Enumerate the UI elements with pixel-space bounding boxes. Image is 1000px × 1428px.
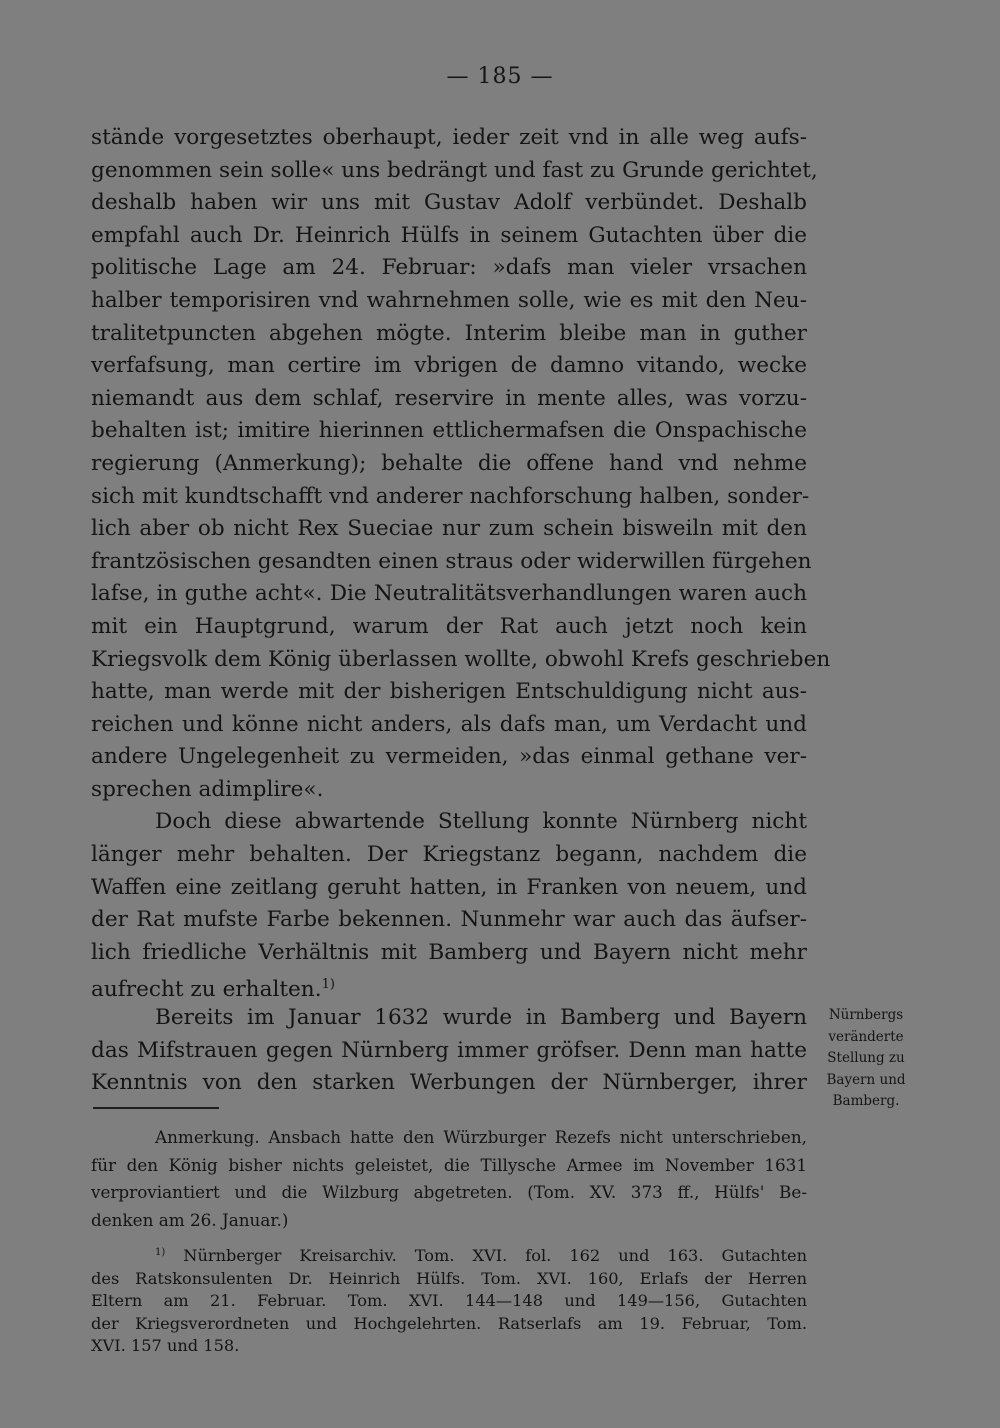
marginal-note-line: Bayern und: [826, 1071, 906, 1088]
text-line: halber temporisiren vnd wahrnehmen solle, wie es mit den Neu-: [91, 287, 807, 313]
text-line: lich aber ob nicht Rex Sueciae nur zum schein bisweiln mit den: [91, 516, 807, 542]
text-line: deshalb haben wir uns mit Gustav Adolf verbündet. Deshalb: [91, 190, 807, 216]
text-line: Bereits im Januar 1632 wurde in Bamberg und Bayern: [155, 1005, 807, 1031]
marginal-note-line: Nürnbergs: [828, 1007, 904, 1023]
text-line: länger mehr behalten. Der Kriegstanz begann, nachdem die: [91, 842, 807, 868]
footnote-reference[interactable]: 1): [321, 977, 335, 993]
text-line: Kriegsvolk dem König überlassen wollte, obwohl Krefs geschrieben: [91, 646, 831, 672]
text-line: hatte, man werde mit der bisherigen Entschuldigung nicht aus-: [91, 679, 807, 705]
marginal-note: [818, 1005, 914, 1113]
text-line: Waffen eine zeitlang geruht hatten, in Franken von neuem, und: [91, 874, 807, 900]
annotation-line: denken am 26. Januar.): [91, 1209, 289, 1230]
text-line: lich friedliche Verhältnis mit Bamberg und Bayern nicht mehr: [91, 939, 807, 965]
text-line: empfahl auch Dr. Heinrich Hülfs in seinem Gutachten über die: [91, 222, 807, 248]
annotation-line: verproviantiert und die Wilzburg abgetreten. (Tom. XV. 373 ff., Hülfs' Be-: [91, 1182, 807, 1202]
text-line: reichen und könne nicht anders, als dafs man, um Verdacht und: [91, 711, 807, 737]
text-line: andere Ungelegenheit zu vermeiden, »das einmal gethane ver-: [91, 744, 807, 770]
annotation-line: Anmerkung. Ansbach hatte den Würzburger Rezefs nicht unterschrieben,: [155, 1127, 807, 1147]
page-number: — 185 —: [446, 64, 554, 89]
main-text: [91, 122, 831, 1100]
text-line: niemandt aus dem schlaf, reservire in mente alles, was vorzu-: [91, 385, 807, 411]
text-line: mit ein Hauptgrund, warum der Rat auch jetzt noch kein: [91, 613, 807, 639]
text-line: genommen sein solle« uns bedrängt und fast zu Grunde gerichtet,: [91, 157, 818, 183]
footnote-line: Eltern am 21. Februar. Tom. XVI. 144—148 und 149—156, Gutachten: [91, 1291, 807, 1311]
text-line: stände vorgesetztes oberhaupt, ieder zeit vnd in alle weg aufs-: [91, 125, 807, 150]
footnote: [91, 1242, 807, 1358]
text-line-content: aufrecht zu erhalten.: [91, 977, 322, 1003]
text-line: sich mit kundtschafft vnd anderer nachforschung halben, sonder-: [91, 483, 810, 509]
footnote-separator-rule: [93, 1107, 219, 1109]
text-line: sprechen adimplire«.: [91, 776, 324, 802]
text-line: politische Lage am 24. Februar: »dafs man vieler vrsachen: [91, 255, 807, 281]
annotation-note: [91, 1124, 807, 1234]
text-line: behalten ist; imitire hierinnen ettlichermafsen die Onspachische: [91, 418, 807, 444]
footnote-line-with-marker: [91, 1242, 807, 1268]
text-line: lafse, in guthe acht«. Die Neutralitätsverhandlungen waren auch: [91, 581, 807, 607]
marginal-note-line: Bamberg.: [832, 1093, 900, 1109]
text-line: frantzösischen gesandten einen straus oder widerwillen fürgehen: [91, 548, 812, 574]
text-line: verfafsung, man certire im vbrigen de damno vitando, wecke: [91, 353, 807, 379]
text-line-with-footnote: [91, 969, 807, 1002]
footnote-line: der Kriegsverordneten und Hochgelehrten. Ratserlafs am 19. Februar, Tom.: [91, 1313, 807, 1333]
text-line: der Rat mufste Farbe bekennen. Nunmehr war auch das äufser-: [91, 907, 807, 933]
annotation-line: für den König bisher nichts geleistet, die Tillysche Armee im November 1631: [91, 1154, 807, 1175]
text-line: tralitetpuncten abgehen mögte. Interim bleibe man in guther: [91, 320, 807, 346]
footnote-line-content: Nürnberger Kreisarchiv. Tom. XVI. fol. 162 und 163. Gutachten: [183, 1246, 808, 1265]
footnote-marker: 1): [155, 1247, 166, 1258]
text-line: Kenntnis von den starken Werbungen der Nürnberger, ihrer: [91, 1070, 807, 1096]
text-line: das Mifstrauen gegen Nürnberg immer gröfser. Denn man hatte: [91, 1037, 807, 1063]
marginal-note-line: Stellung zu: [827, 1050, 905, 1066]
footnote-line: des Ratskonsulenten Dr. Heinrich Hülfs. Tom. XVI. 160, Erlafs der Herren: [91, 1268, 807, 1288]
marginal-note-line: veränderte: [828, 1028, 904, 1045]
text-line: regierung (Anmerkung); behalte die offene hand vnd nehme: [91, 450, 807, 476]
footnote-line: XVI. 157 und 158.: [91, 1336, 240, 1356]
text-line: Doch diese abwartende Stellung konnte Nürnberg nicht: [155, 809, 807, 835]
